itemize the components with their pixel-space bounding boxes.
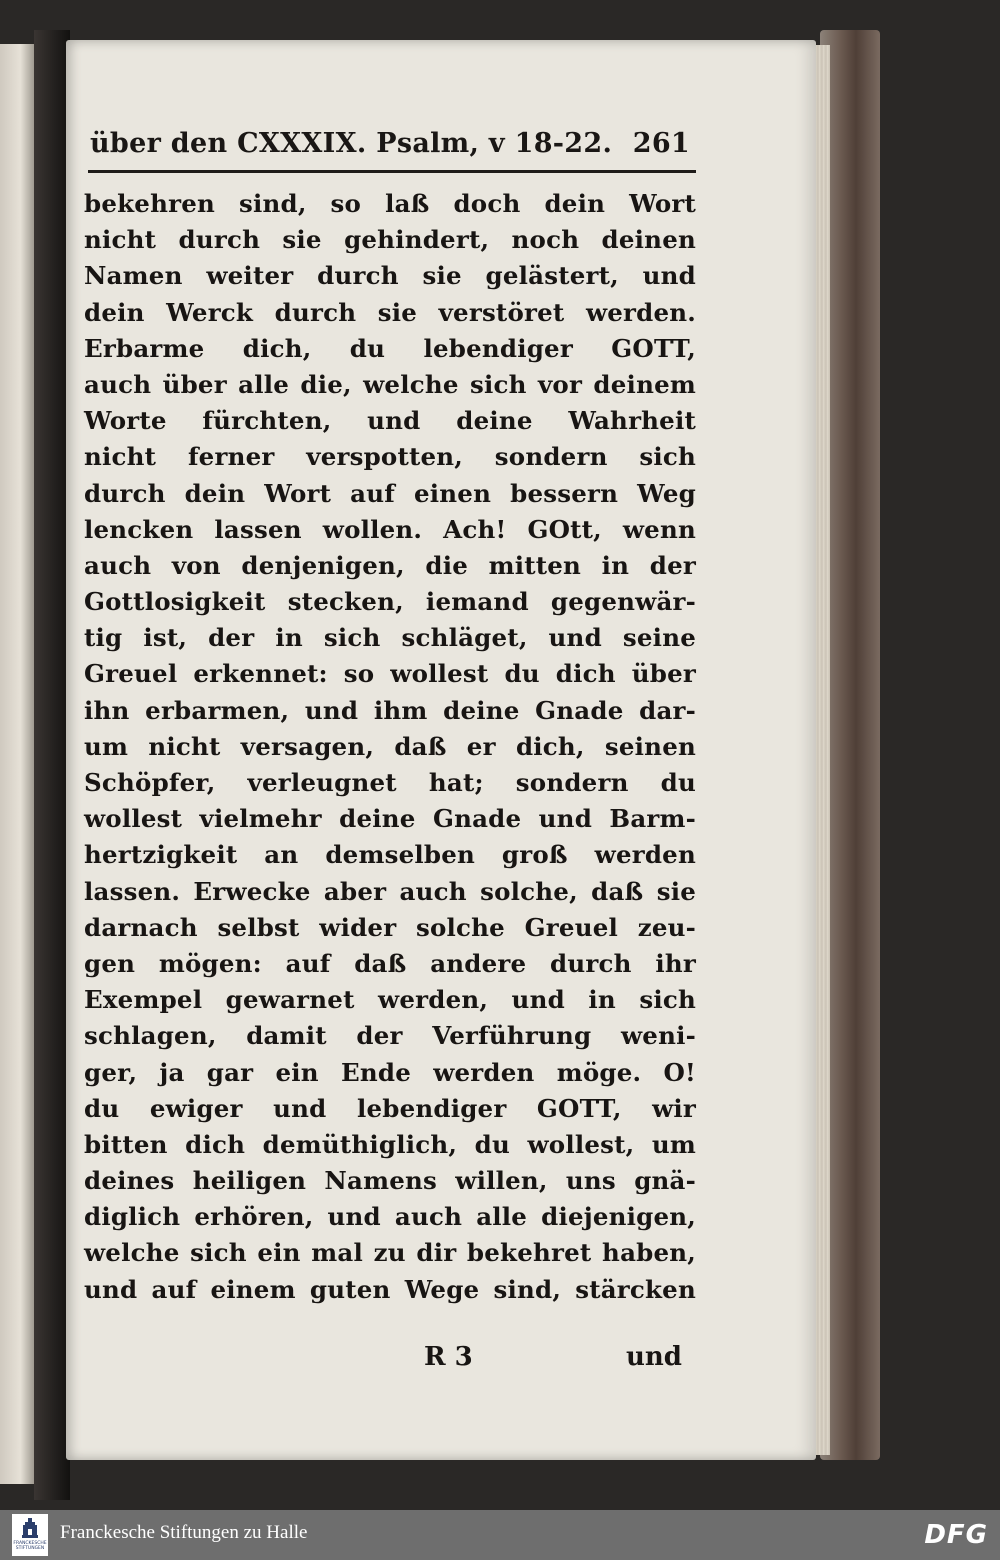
text-line: hertzigkeit an demselben groß werden bbox=[84, 840, 696, 870]
text-line: bitten dich demüthiglich, du wollest, um bbox=[84, 1129, 696, 1159]
text-line: dein Werck durch sie verstöret werden. bbox=[84, 297, 696, 327]
body-text bbox=[84, 186, 696, 1308]
text-line: schlagen, damit der Verführung weni- bbox=[84, 1021, 696, 1051]
text-line: lassen. Erwecke aber auch solche, daß sie bbox=[84, 876, 696, 906]
page-footer bbox=[84, 1342, 696, 1382]
dfg-logo[interactable]: DFG bbox=[924, 1520, 988, 1550]
text-line: deines heiligen Namens willen, uns gnä- bbox=[84, 1166, 696, 1196]
text-line: auch von denjenigen, die mitten in der bbox=[84, 550, 696, 580]
institution-name[interactable]: Franckesche Stiftungen zu Halle bbox=[60, 1522, 308, 1543]
text-line: Worte fürchten, und deine Wahrheit bbox=[84, 406, 696, 436]
text-line: um nicht versagen, daß er dich, seinen bbox=[84, 731, 696, 761]
text-line: ger, ja gar ein Ende werden möge. O! bbox=[84, 1057, 696, 1087]
text-line: welche sich ein mal zu dir bekehret haben, bbox=[84, 1238, 696, 1268]
logo-text: FRANCKESCHE STIFTUNGEN bbox=[13, 1541, 47, 1551]
text-line: du ewiger und lebendiger GOTT, wir bbox=[84, 1093, 696, 1123]
text-line: auch über alle die, welche sich vor deinem bbox=[84, 369, 696, 399]
text-line: darnach selbst wider solche Greuel zeu- bbox=[84, 912, 696, 942]
text-line: nicht ferner verspotten, sondern sich bbox=[84, 442, 696, 472]
francke-foundation-logo[interactable] bbox=[12, 1514, 48, 1556]
text-line: Gottlosigkeit stecken, iemand gegenwär- bbox=[84, 587, 696, 617]
catchword: und bbox=[626, 1342, 682, 1372]
text-line: ihn erbarmen, und ihm deine Gnade dar- bbox=[84, 695, 696, 725]
text-line: nicht durch sie gehindert, noch deinen bbox=[84, 225, 696, 255]
building-icon bbox=[22, 1518, 38, 1538]
text-line: bekehren sind, so laß doch dein Wort bbox=[84, 189, 696, 218]
running-head bbox=[90, 128, 690, 168]
text-line: tig ist, der in sich schläget, und seine bbox=[84, 623, 696, 653]
text-line: Exempel gewarnet werden, und in sich bbox=[84, 985, 696, 1015]
text-line: durch dein Wort auf einen bessern Weg bbox=[84, 478, 696, 508]
book-page bbox=[66, 40, 816, 1460]
text-line: wollest vielmehr deine Gnade und Barm- bbox=[84, 804, 696, 834]
text-line: Namen weiter durch sie gelästert, und bbox=[84, 261, 696, 291]
viewer-footer-bar bbox=[0, 1510, 1000, 1560]
text-line: gen mögen: auf daß andere durch ihr bbox=[84, 948, 696, 978]
text-line: lencken lassen wollen. Ach! GOtt, wenn bbox=[84, 514, 696, 544]
text-line: Schöpfer, verleugnet hat; sondern du bbox=[84, 768, 696, 797]
text-line: Greuel erkennet: so wollest du dich über bbox=[84, 659, 696, 689]
book-gutter bbox=[34, 30, 70, 1500]
running-head-title: über den CXXXIX. Psalm, v 18-22. bbox=[90, 128, 613, 159]
text-line: und auf einem guten Wege sind, stärcken bbox=[84, 1274, 696, 1304]
text-line: Erbarme dich, du lebendiger GOTT, bbox=[84, 333, 696, 363]
text-line: diglich erhören, und auch alle diejenigen, bbox=[84, 1202, 696, 1232]
page-number: 261 bbox=[632, 128, 690, 159]
left-page-edge bbox=[0, 44, 34, 1484]
signature-mark: R 3 bbox=[424, 1342, 473, 1372]
head-rule bbox=[88, 170, 696, 173]
